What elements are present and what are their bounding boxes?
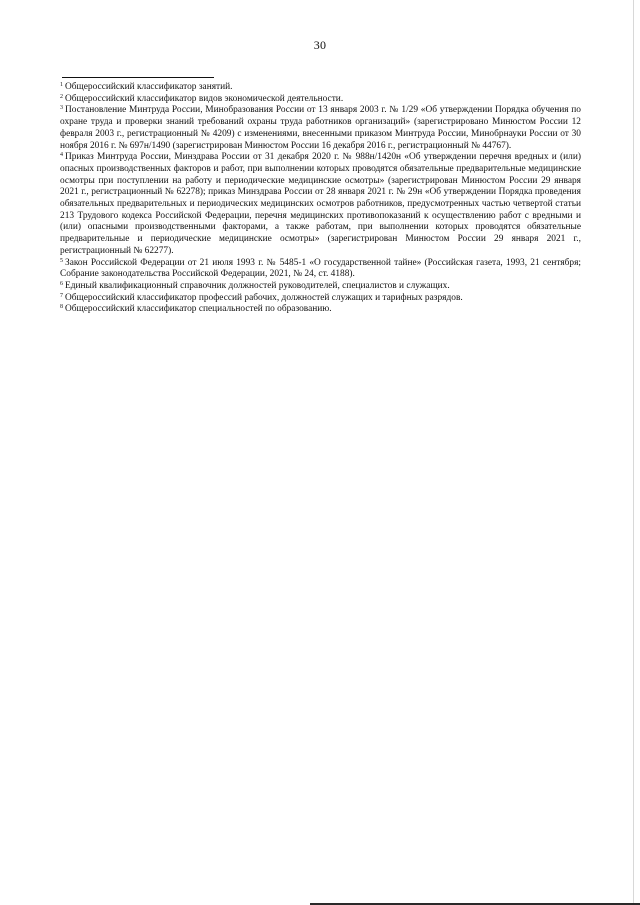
footnote-separator bbox=[62, 77, 214, 78]
footnote-1 bbox=[60, 82, 581, 94]
footnote-7 bbox=[60, 293, 581, 305]
footnote-text: Закон Российской Федерации от 21 июля 1993 г. № 5485-1 «О государственной тайне» (Российская газета, 1993, 21 сентября; Собрание законодательства Российской Федерации, 2021, № 24, ст. 4188). bbox=[60, 257, 581, 280]
footnote-marker: 1 bbox=[60, 82, 63, 88]
page-number: 30 bbox=[313, 38, 327, 52]
footnote-marker: 6 bbox=[60, 280, 63, 287]
footnote-text: Постановление Минтруда России, Минобразования России от 13 января 2003 г. № 1/29 «Об утверждении Порядка обучения по охране труда и проверки знаний требований охраны труда работников организаций» (зарегистрировано Минюстом России 12 февраля 2003 г., регистрационный № 4209) с изменениями, внесенными приказом Минтруда России, Минобрнауки России от 30 ноября 2016 г. № 697н/1490 (зарегистрирован Минюстом России 16 декабря 2016 г., регистрационный № 44767). bbox=[60, 105, 581, 151]
footnote-marker: 3 bbox=[60, 105, 63, 112]
footnote-text: Общероссийский классификатор занятий. bbox=[65, 82, 233, 92]
footnote-marker: 5 bbox=[60, 257, 63, 264]
footnote-5 bbox=[60, 258, 581, 281]
page-right-edge bbox=[633, 0, 634, 905]
footnote-4 bbox=[60, 152, 581, 257]
footnote-text: Единый квалификационный справочник должностей руководителей, специалистов и служащих. bbox=[65, 280, 450, 291]
footnote-text: Приказ Минтруда России, Минздрава России от 31 декабря 2020 г. № 988н/1420н «Об утверждении перечня вредных и (или) опасных производственных факторов и работ, при выполнении которых проводятся обязательные предварительные медицинские осмотры при поступлении на работу и периодические медицинские осмотры» (зарегистрирован Минюстом России 29 января 2021 г., регистрационный № 62278); приказ Минздрава России от 28 января 2021 г. № 29н «Об утверждении Порядка проведения обязательных предварительных и периодических медицинских осмотров работников, предусмотренных частью четвертой статьи 213 Трудового кодекса Российской Федерации, перечня медицинских противопоказаний к осуществлению работ с вредными и (или) опасными производственными факторами, а также работам, при выполнении которых проводятся обязательные предварительные и периодические медицинские осмотры» (зарегистрирован Минюстом России 29 января 2021 г., регистрационный № 62277). bbox=[60, 152, 581, 256]
footnote-marker: 4 bbox=[60, 152, 63, 159]
footnote-6 bbox=[60, 281, 581, 293]
footnote-8 bbox=[60, 304, 581, 316]
footnote-text: Общероссийский классификатор профессий рабочих, должностей служащих и тарифных разрядов. bbox=[65, 292, 463, 303]
footnotes-section bbox=[60, 82, 581, 316]
footnote-marker: 8 bbox=[60, 304, 63, 311]
footnote-3 bbox=[60, 105, 581, 152]
footnote-2 bbox=[60, 94, 581, 106]
footnote-marker: 7 bbox=[60, 292, 63, 299]
footnote-marker: 2 bbox=[60, 93, 63, 100]
footnote-text: Общероссийский классификатор видов экономической деятельности. bbox=[65, 93, 344, 104]
footnote-text: Общероссийский классификатор специальностей по образованию. bbox=[65, 304, 332, 315]
